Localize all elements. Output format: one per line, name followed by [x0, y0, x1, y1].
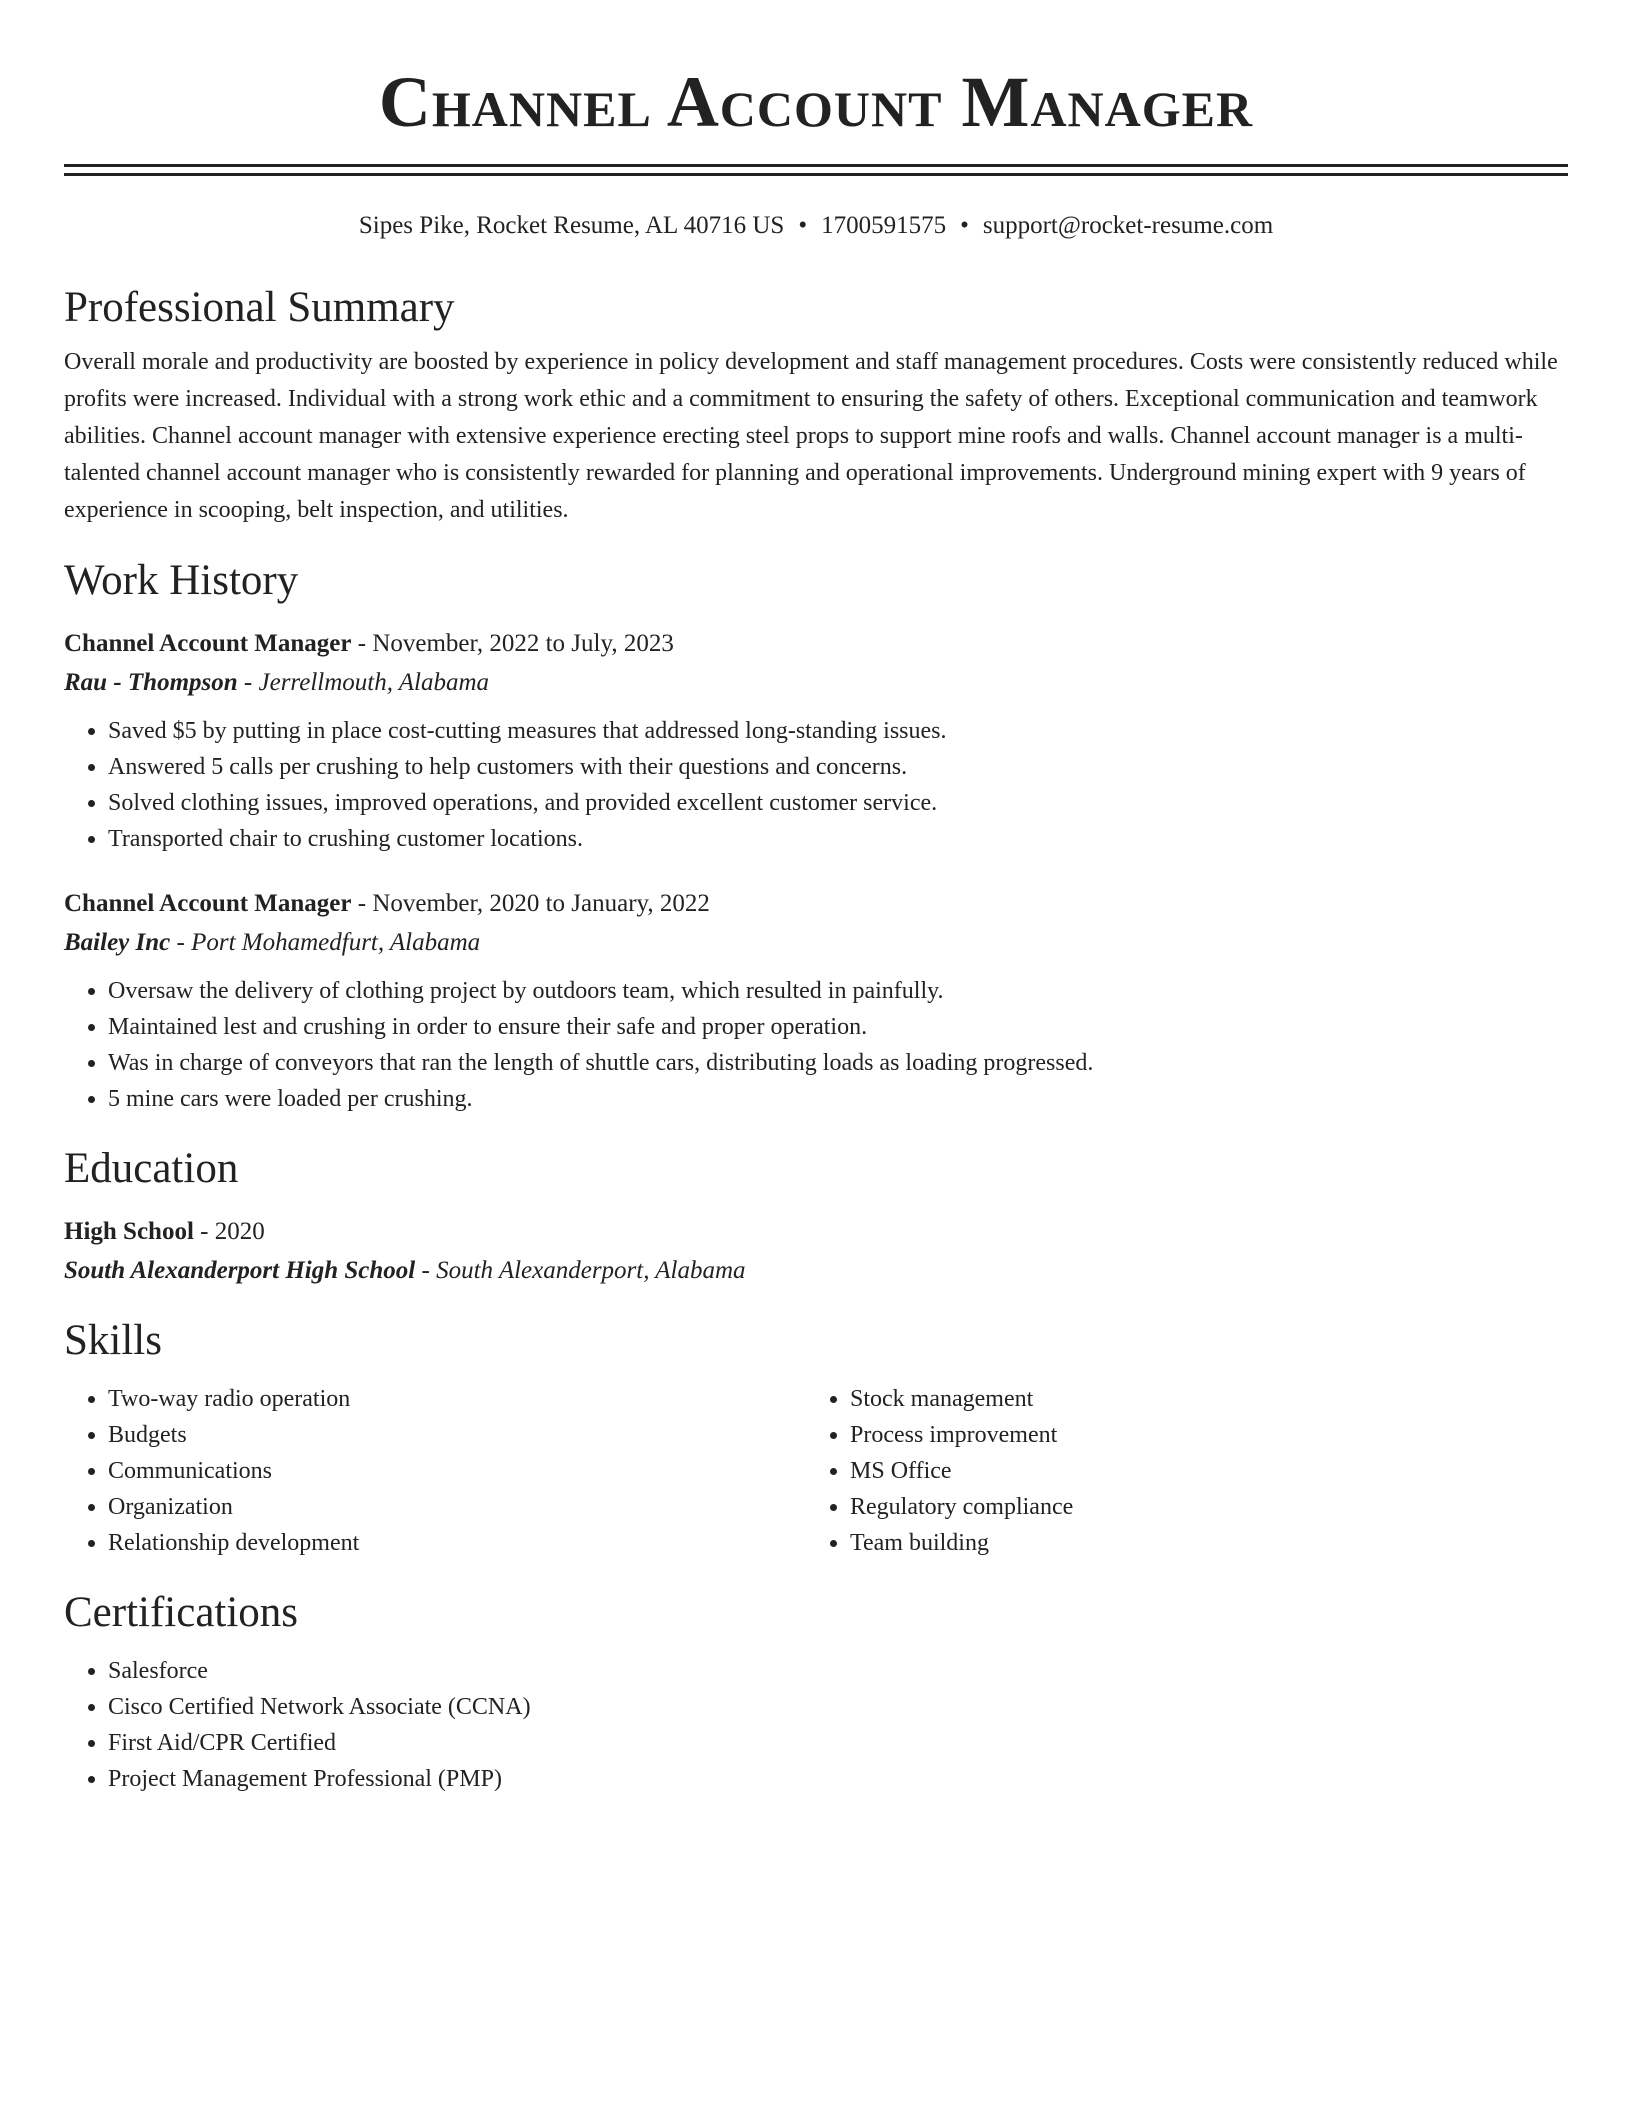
header-rule-bottom	[64, 173, 1568, 176]
skill-item: • Two-way radio operation	[108, 1381, 806, 1417]
education-heading: Education	[64, 1145, 239, 1192]
skill-item: • Team building	[850, 1525, 1548, 1561]
skill-item: • Organization	[108, 1489, 806, 1525]
job-bullet: • Solved clothing issues, improved operations, and provided excellent customer service.	[108, 785, 1568, 821]
job-bullet: • 5 mine cars were loaded per crushing.	[108, 1081, 1568, 1117]
job-location: - Port Mohamedfurt, Alabama	[170, 929, 481, 956]
job-company: Bailey Inc	[64, 929, 171, 956]
certification-item: • Cisco Certified Network Associate (CCNA)	[108, 1689, 1568, 1725]
job-bullet: • Saved $5 by putting in place cost-cutting measures that addressed long-standing issues.	[108, 713, 1568, 749]
contact-line	[64, 210, 1568, 242]
contact-separator: •	[960, 212, 969, 239]
education-year: - 2020	[193, 1218, 265, 1245]
job-bullet: • Transported chair to crushing customer locations.	[108, 821, 1568, 857]
certification-item: • Project Management Professional (PMP)	[108, 1761, 1568, 1797]
certifications-section	[64, 1587, 1568, 1797]
job-title: Channel Account Manager	[64, 630, 352, 657]
summary-text: Overall morale and productivity are boosted by experience in policy development and staff management procedures. Costs were consistently reduced while profits were increased. Individual with a strong work ethic and a commitment to ensuring the safety of others. Exceptional communication and teamwork abilities. Channel account manager with extensive experience erecting steel props to support mine roofs and walls. Channel account manager is a multi-talented channel account manager who is consistently rewarded for planning and operational improvements. Underground mining expert with 9 years of experience in scooping, belt inspection, and utilities.	[64, 349, 1558, 523]
job-bullets	[64, 713, 1568, 857]
candidate-name: Channel Account Manager	[378, 62, 1254, 142]
work-history-section	[64, 555, 1568, 1117]
certification-item: • Salesforce	[108, 1653, 1568, 1689]
job-bullet: • Answered 5 calls per crushing to help customers with their questions and concerns.	[108, 749, 1568, 785]
contact-email: support@rocket-resume.com	[982, 212, 1274, 239]
job-entry	[64, 625, 1568, 857]
job-company-line	[64, 664, 1568, 701]
job-entry	[64, 885, 1568, 1117]
education-section	[64, 1143, 1568, 1289]
job-bullet: • Oversaw the delivery of clothing project by outdoors team, which resulted in painfully.	[108, 973, 1568, 1009]
education-school: South Alexanderport High School	[64, 1257, 416, 1284]
contact-phone: 1700591575	[821, 212, 947, 239]
job-bullets	[64, 973, 1568, 1117]
skill-item: • Communications	[108, 1453, 806, 1489]
education-degree: High School	[64, 1218, 194, 1245]
job-company: Rau - Thompson	[64, 669, 238, 696]
education-degree-line	[64, 1213, 1568, 1250]
skill-item: • Stock management	[850, 1381, 1548, 1417]
job-dates: - November, 2020 to January, 2022	[351, 890, 710, 917]
summary-section	[64, 282, 1568, 529]
skills-section	[64, 1315, 1568, 1561]
job-bullet: • Was in charge of conveyors that ran the length of shuttle cars, distributing loads as loading progressed.	[108, 1045, 1568, 1081]
job-title: Channel Account Manager	[64, 890, 352, 917]
skill-item: • Process improvement	[850, 1417, 1548, 1453]
education-school-line	[64, 1252, 1568, 1289]
summary-heading: Professional Summary	[64, 284, 455, 331]
skill-item: • Budgets	[108, 1417, 806, 1453]
header-rule-top	[64, 164, 1568, 167]
job-bullet: • Maintained lest and crushing in order to ensure their safe and proper operation.	[108, 1009, 1568, 1045]
skill-item: • Relationship development	[108, 1525, 806, 1561]
job-title-line	[64, 885, 1568, 922]
contact-address: Sipes Pike, Rocket Resume, AL 40716 US	[358, 212, 785, 239]
skills-list-right	[806, 1381, 1548, 1561]
job-company-line	[64, 924, 1568, 961]
contact-separator: •	[798, 212, 808, 239]
certifications-list	[64, 1653, 1568, 1797]
skill-item: • Regulatory compliance	[850, 1489, 1548, 1525]
job-title-line	[64, 625, 1568, 662]
work-history-heading: Work History	[64, 557, 299, 604]
skills-list-left	[64, 1381, 806, 1561]
certifications-heading: Certifications	[64, 1589, 299, 1636]
job-location: - Jerrellmouth, Alabama	[237, 669, 490, 696]
job-dates: - November, 2022 to July, 2023	[351, 630, 674, 657]
skills-columns	[64, 1381, 1568, 1561]
education-location: - South Alexanderport, Alabama	[415, 1257, 746, 1284]
skill-item: • MS Office	[850, 1453, 1548, 1489]
certification-item: • First Aid/CPR Certified	[108, 1725, 1568, 1761]
skills-heading: Skills	[64, 1317, 162, 1364]
